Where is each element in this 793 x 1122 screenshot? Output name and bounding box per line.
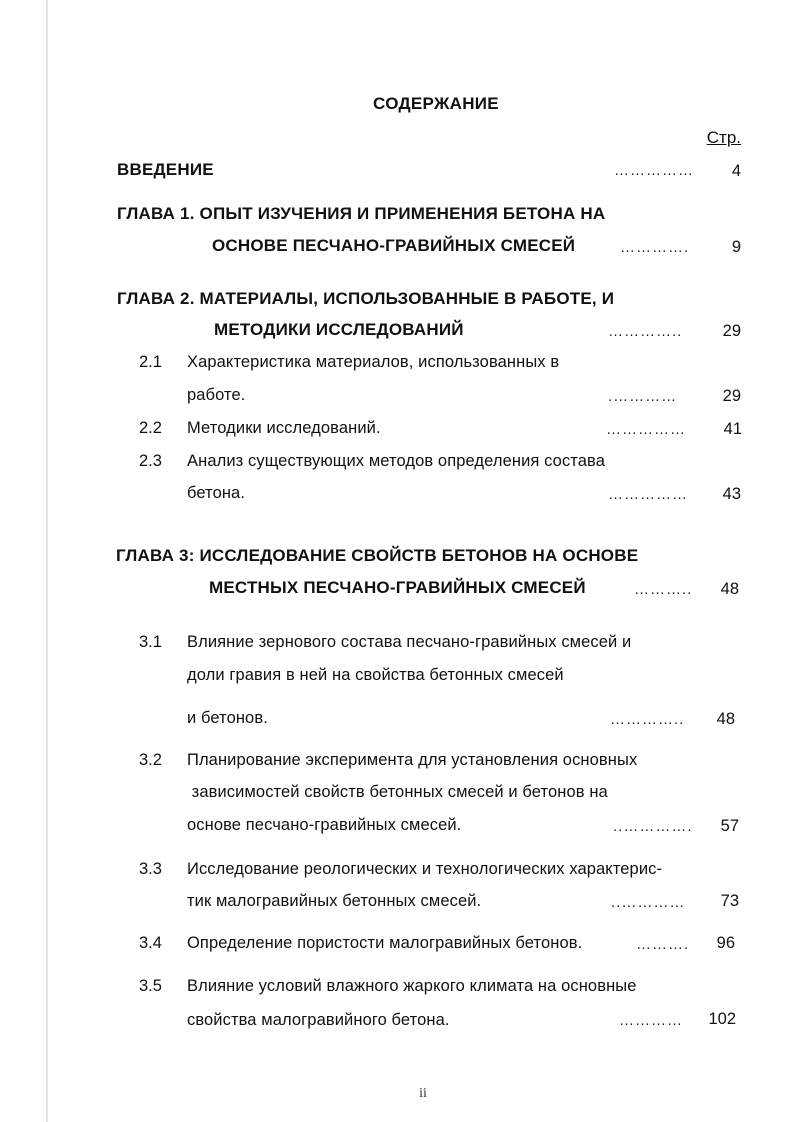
toc-title-line-2: зависимостей свойств бетонных смесей и бетонов на bbox=[187, 783, 608, 801]
toc-title-line-1: Определение пористости малогравийных бетонов. bbox=[187, 934, 583, 952]
document-title: СОДЕРЖАНИЕ bbox=[373, 94, 499, 113]
toc-page-number: 4 bbox=[731, 162, 741, 180]
toc-section-number: 3.3 bbox=[139, 860, 162, 878]
toc-section-number: 3.2 bbox=[139, 751, 162, 769]
toc-title-line-2: МЕТОДИКИ ИССЛЕДОВАНИЙ bbox=[214, 320, 464, 339]
toc-page-number: 9 bbox=[731, 238, 741, 256]
toc-dots: .………… bbox=[608, 388, 678, 405]
toc-dots: …………… bbox=[606, 421, 686, 438]
toc-page-number: 96 bbox=[716, 934, 735, 952]
toc-title: ВВЕДЕНИЕ bbox=[117, 160, 214, 179]
toc-dots: ………. bbox=[636, 936, 690, 953]
toc-title-line-2: свойства малогравийного бетона. bbox=[187, 1011, 450, 1029]
page-column-header: Стр. bbox=[706, 128, 741, 147]
toc-title-line-2: работе. bbox=[187, 386, 246, 404]
toc-dots: …………. bbox=[620, 239, 690, 256]
toc-page-number: 73 bbox=[720, 892, 739, 910]
toc-page-number: 102 bbox=[708, 1010, 736, 1028]
toc-dots: …………… bbox=[614, 162, 694, 179]
toc-dots: …………… bbox=[608, 486, 688, 503]
toc-page-number: 48 bbox=[720, 580, 739, 598]
toc-dots: ………….. bbox=[610, 711, 685, 728]
footer-page-number: ii bbox=[419, 1086, 427, 1101]
toc-title-line-1: Анализ существующих методов определения состава bbox=[187, 452, 606, 470]
toc-page-number: 29 bbox=[722, 322, 741, 340]
toc-section-number: 2.3 bbox=[139, 452, 162, 470]
toc-title-line-1: Планирование эксперимента для установления основных bbox=[187, 751, 638, 769]
toc-page-number: 29 bbox=[722, 387, 741, 405]
page-edge-line bbox=[46, 0, 48, 1122]
toc-title-line-3: основе песчано-гравийных смесей. bbox=[187, 816, 462, 834]
toc-section-number: 3.4 bbox=[139, 934, 162, 952]
toc-title-line-2: доли гравия в ней на свойства бетонных смесей bbox=[187, 666, 564, 684]
toc-title-line-1: ГЛАВА 1. ОПЫТ ИЗУЧЕНИЯ И ПРИМЕНЕНИЯ БЕТОНА НА bbox=[117, 204, 606, 223]
toc-dots: ………….. bbox=[608, 323, 683, 340]
toc-title-line-2: МЕСТНЫХ ПЕСЧАНО-ГРАВИЙНЫХ СМЕСЕЙ bbox=[209, 578, 586, 597]
toc-dots: ..………… bbox=[611, 894, 686, 911]
toc-dots: ……….. bbox=[634, 581, 693, 598]
toc-title-line-1: Характеристика материалов, использованных в bbox=[187, 353, 560, 371]
toc-page-number: 48 bbox=[716, 710, 735, 728]
toc-title-line-2: тик малогравийных бетонных смесей. bbox=[187, 892, 482, 910]
toc-title-line-1: Исследование реологических и технологических характерис- bbox=[187, 860, 663, 878]
toc-title-line-1: Влияние условий влажного жаркого климата на основные bbox=[187, 977, 637, 995]
toc-section-number: 3.1 bbox=[139, 633, 162, 651]
toc-title-line-1: Методики исследований. bbox=[187, 419, 381, 437]
toc-title-line-2: бетона. bbox=[187, 484, 246, 502]
toc-title-line-1: ГЛАВА 2. МАТЕРИАЛЫ, ИСПОЛЬЗОВАННЫЕ В РАБОТЕ, И bbox=[117, 289, 615, 308]
toc-dots: ………… bbox=[619, 1012, 683, 1029]
toc-title-line-1: Влияние зернового состава песчано-гравийных смесей и bbox=[187, 633, 632, 651]
toc-title-line-2: ОСНОВЕ ПЕСЧАНО-ГРАВИЙНЫХ СМЕСЕЙ bbox=[212, 236, 576, 255]
toc-section-number: 2.2 bbox=[139, 419, 162, 437]
toc-page-number: 57 bbox=[720, 817, 739, 835]
toc-page-number: 43 bbox=[722, 485, 741, 503]
toc-section-number: 3.5 bbox=[139, 977, 162, 995]
toc-page-number: 41 bbox=[723, 420, 742, 438]
toc-title-line-1: ГЛАВА 3: ИССЛЕДОВАНИЕ СВОЙСТВ БЕТОНОВ НА ОСНОВЕ bbox=[116, 546, 639, 565]
toc-title-line-3: и бетонов. bbox=[187, 709, 268, 727]
toc-section-number: 2.1 bbox=[139, 353, 162, 371]
toc-dots: ..…………. bbox=[613, 818, 693, 835]
